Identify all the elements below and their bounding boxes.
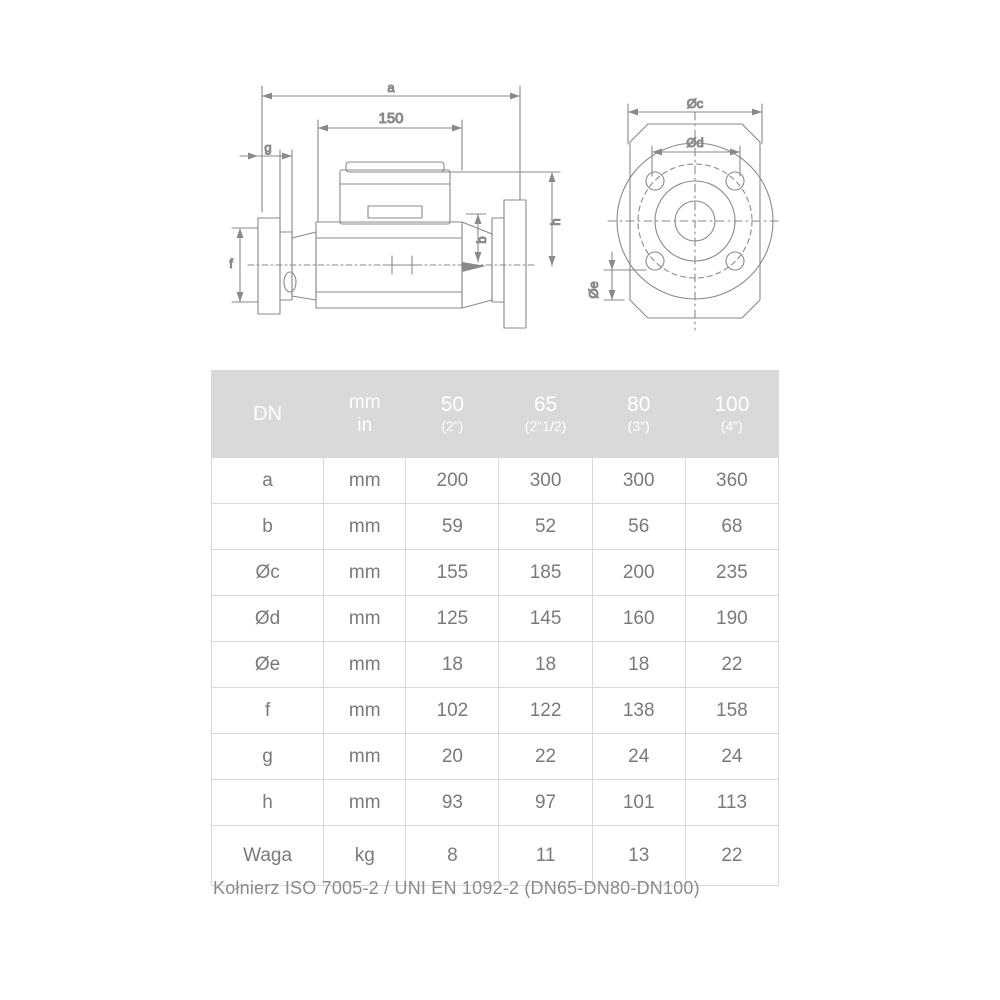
row-unit-f: mm xyxy=(324,688,406,734)
cell-h-80: 101 xyxy=(592,780,685,826)
cell-od-80: 160 xyxy=(592,596,685,642)
cell-a-50: 200 xyxy=(406,458,499,504)
cell-f-50: 102 xyxy=(406,688,499,734)
label-dim-h: h xyxy=(548,218,563,226)
row-unit-od: mm xyxy=(324,596,406,642)
dim-g xyxy=(240,150,292,238)
row-unit-oc: mm xyxy=(324,550,406,596)
cell-od-50: 125 xyxy=(406,596,499,642)
label-dim-f: f xyxy=(229,256,233,271)
row-label-od: Ød xyxy=(212,596,324,642)
header-dn-50-value: 50 xyxy=(440,393,465,417)
dim-a xyxy=(262,86,520,212)
row-label-oc: Øc xyxy=(212,550,324,596)
cell-h-65: 97 xyxy=(499,780,592,826)
row-label-f: f xyxy=(212,688,324,734)
cell-b-50: 59 xyxy=(406,504,499,550)
cell-waga-80: 13 xyxy=(592,826,685,886)
cell-g-65: 22 xyxy=(499,734,592,780)
table-row xyxy=(212,596,779,642)
technical-drawing xyxy=(0,0,1000,360)
cell-g-100: 24 xyxy=(685,734,778,780)
row-unit-h: mm xyxy=(324,780,406,826)
row-label-b: b xyxy=(212,504,324,550)
header-dn-65 xyxy=(499,371,592,458)
cell-f-65: 122 xyxy=(499,688,592,734)
spec-table-container xyxy=(211,370,779,886)
cell-g-50: 20 xyxy=(406,734,499,780)
cell-oc-100: 235 xyxy=(685,550,778,596)
cell-h-50: 93 xyxy=(406,780,499,826)
cell-a-65: 300 xyxy=(499,458,592,504)
cell-a-100: 360 xyxy=(685,458,778,504)
row-unit-oe: mm xyxy=(324,642,406,688)
label-dim-a: a xyxy=(387,80,395,95)
table-row xyxy=(212,826,779,886)
cell-b-65: 52 xyxy=(499,504,592,550)
label-dim-150: 150 xyxy=(378,110,404,127)
cell-h-100: 113 xyxy=(685,780,778,826)
table-row xyxy=(212,458,779,504)
cell-waga-50: 8 xyxy=(406,826,499,886)
label-dim-od: Ød xyxy=(686,135,704,150)
row-unit-b: mm xyxy=(324,504,406,550)
cell-oc-65: 185 xyxy=(499,550,592,596)
label-dim-oc: Øc xyxy=(686,96,704,111)
table-header-row xyxy=(212,371,779,458)
label-dim-oe: Øe xyxy=(586,281,601,299)
row-label-oe: Øe xyxy=(212,642,324,688)
row-unit-g: mm xyxy=(324,734,406,780)
side-view-body xyxy=(248,162,536,328)
cell-g-80: 24 xyxy=(592,734,685,780)
header-dn-100-inch: (4") xyxy=(720,418,743,435)
cell-waga-100: 22 xyxy=(685,826,778,886)
spec-table xyxy=(211,370,779,886)
cell-od-65: 145 xyxy=(499,596,592,642)
cell-oe-65: 18 xyxy=(499,642,592,688)
header-dn-80 xyxy=(592,371,685,458)
row-label-h: h xyxy=(212,780,324,826)
table-row xyxy=(212,780,779,826)
row-unit-waga: kg xyxy=(324,826,406,886)
row-label-waga: Waga xyxy=(212,826,324,886)
header-unit-mm: mm xyxy=(348,391,381,413)
header-dn-80-inch: (3") xyxy=(627,418,650,435)
table-row xyxy=(212,734,779,780)
cell-oc-50: 155 xyxy=(406,550,499,596)
label-dim-b: b xyxy=(474,236,489,244)
header-dn-100 xyxy=(685,371,778,458)
row-label-a: a xyxy=(212,458,324,504)
header-dn: DN xyxy=(212,371,324,458)
table-row xyxy=(212,688,779,734)
cell-od-100: 190 xyxy=(685,596,778,642)
header-dn-80-value: 80 xyxy=(627,393,651,417)
header-dn-50-inch: (2") xyxy=(441,418,464,435)
row-label-g: g xyxy=(212,734,324,780)
cell-oe-100: 22 xyxy=(685,642,778,688)
cell-b-80: 56 xyxy=(592,504,685,550)
label-dim-g: g xyxy=(264,140,272,155)
cell-oe-50: 18 xyxy=(406,642,499,688)
header-unit-in: in xyxy=(357,414,373,436)
dim-h xyxy=(440,172,560,266)
cell-oe-80: 18 xyxy=(592,642,685,688)
header-unit xyxy=(324,371,406,458)
cell-waga-65: 11 xyxy=(499,826,592,886)
cell-f-100: 158 xyxy=(685,688,778,734)
header-dn-100-value: 100 xyxy=(714,393,750,417)
header-dn-65-inch: (2"1/2) xyxy=(524,418,567,435)
header-dn-65-value: 65 xyxy=(533,393,558,417)
footnote-standard: Kołnierz ISO 7005-2 / UNI EN 1092-2 (DN65-DN80-DN100) xyxy=(213,878,700,898)
table-row xyxy=(212,642,779,688)
table-row xyxy=(212,550,779,596)
table-row xyxy=(212,504,779,550)
cell-a-80: 300 xyxy=(592,458,685,504)
cell-oc-80: 200 xyxy=(592,550,685,596)
cell-b-100: 68 xyxy=(685,504,778,550)
row-unit-a: mm xyxy=(324,458,406,504)
cell-f-80: 138 xyxy=(592,688,685,734)
header-dn-50 xyxy=(406,371,499,458)
dim-od xyxy=(652,146,740,176)
